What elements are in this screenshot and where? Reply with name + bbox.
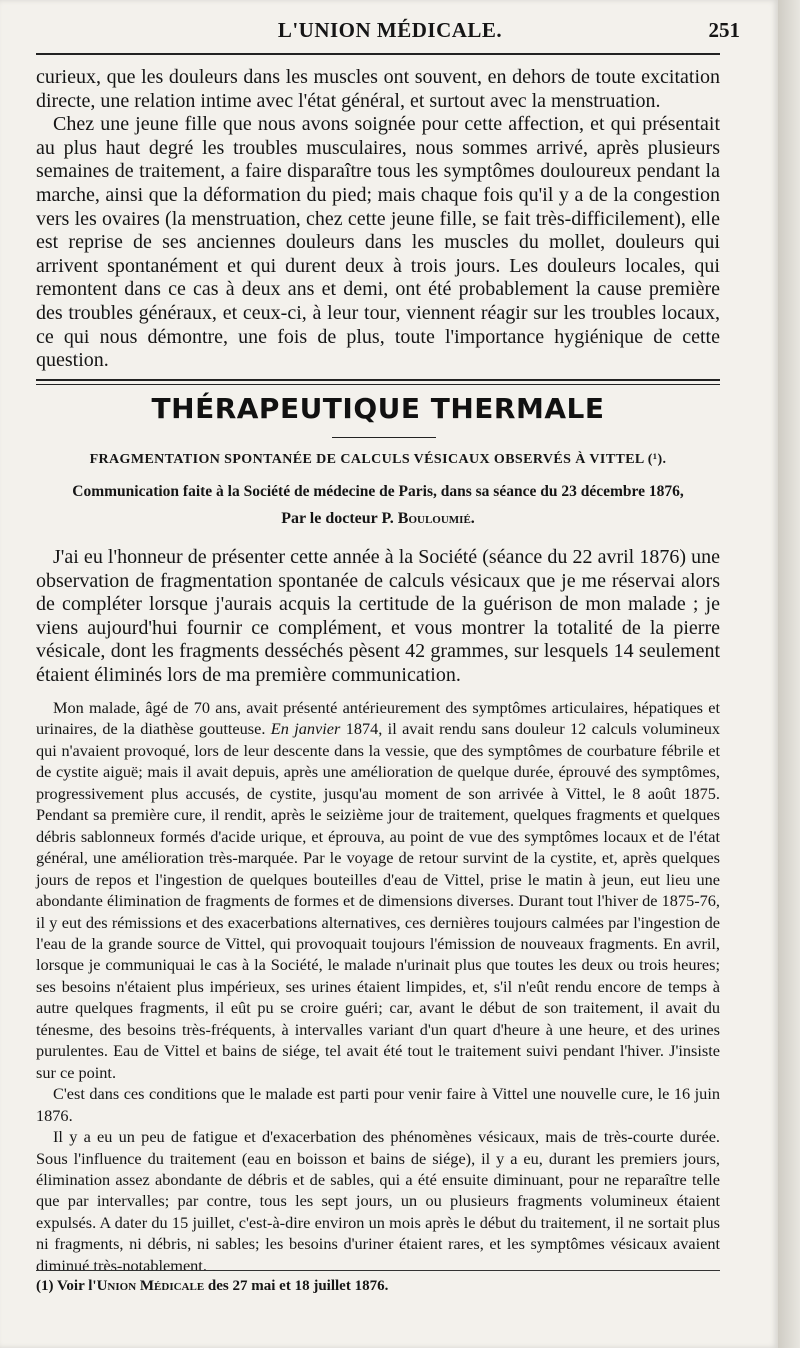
communication-line: Communication faite à la Société de médecine de Paris, dans sa séance du 23 décembre 1876, (72, 483, 684, 500)
page-number: 251 (708, 18, 740, 42)
author-name: Bouloumié. (397, 510, 475, 527)
lead-text (36, 546, 720, 688)
page-header (40, 18, 740, 48)
body-p1-italic: En janvier (270, 719, 341, 739)
footnote (36, 1278, 720, 1295)
section-divider (36, 379, 720, 385)
footnote-journal-name: Union Médicale (96, 1278, 205, 1294)
title-underline (332, 437, 436, 438)
section-title: THÉRAPEUTIQUE THERMALE (151, 392, 605, 425)
article-title: FRAGMENTATION SPONTANÉE DE CALCULS VÉSICAUX OBSERVÉS À VITTEL (¹). (89, 452, 667, 467)
body-paragraph-3: Il y a eu un peu de fatigue et d'exacerbation des phénomènes vésicaux, mais de très-courte durée. Sous l'influence du traitement (eau en boisson et bains de siége), il y a eu, durant les premiers jours, élimination assez abondante de débris et de sables, qui a été ensuite diminuant, pour ne reparaître telle que par intervalles; par contre, tous les sept jours, un ou plusieurs fragments volumineux étaient expulsés. A dater du 15 juillet, c'est-à-dire environ un mois après le début du traitement, il ne sortait plus ni fragments, ni débris, ni sables; les besoins d'uriner étaient rares, et les symptômes vésicaux avaient diminué très-notablement. (36, 1127, 720, 1275)
body-p1-after: 1874, il avait rendu sans douleur 12 calculs volumineux qui n'avaient provoqué, lors de leur descente dans la vessie, que des symptômes de courbature fébrile et de cystite aiguë; mais il avait depuis, après une amélioration de quelque durée, éprouvé des symptômes, progressivement plus accusés, de cystite, jusqu'au moment de son arrivée à Vittel, le 8 août 1875. Pendant sa première cure, il rendit, après le seizième jour de traitement, quelques fragments et quelques débris sablonneux formés d'acide urique, et éprouva, au point de vue des symptômes locaux et de l'état général, une amélioration très-marquée. Par le voyage de retour survint de la cystite, et, après quelques jours de repos et l'ingestion de quelques bouteilles d'eau de Vittel, prise le matin à jeun, eut lieu une abondante élimination de fragments de formes et de dimensions diverses. Durant tout l'hiver de 1875-76, il y eut des rémissions et des exacerbations alternatives, ces dernières toujours calmées par l'ingestion de l'eau de la grande source de Vittel, qui provoquait toujours l'émission de nouveaux fragments. En avril, lorsque je communiquai le cas à la Société, le malade n'urinait plus que toutes les deux ou trois heures; ses besoins n'étaient plus impérieux, ses urines étaient limpides, et, s'il n'eût rendu encore de temps à autre quelques fragments, il eût pu se croire guéri; car, avant le début de son traitement, il avait du ténesme, des besoins très-fréquents, à intervalles variant d'un quart d'heure à une heure, et des urines purulentes. Eau de Vittel et bains de siége, tel avait été tout le traitement suivi pendant l'hiver. J'insiste sur ce point. (36, 719, 720, 1082)
running-title: L'UNION MÉDICALE. (277, 18, 503, 42)
author-line (36, 510, 720, 528)
intro-paragraph-2: Chez une jeune fille que nous avons soignée pour cette affection, et qui présentait au plus haut degré les troubles musculaires, nous sommes arrivé, après plusieurs semaines de traitement, a faire disparaître tous les symptômes douloureux pendant la marche, ainsi que la déformation du pied; mais chaque fois qu'il y a de la congestion vers les ovaires (la menstruation, chez cette jeune fille, se fait très-difficilement), elle est reprise de ses anciennes douleurs dans les muscles du mollet, douleurs qui arrivent spontanément et qui durent deux à trois jours. Les douleurs locales, qui remontent dans ce cas à deux ans et demi, ont été probablement la cause première des troubles généraux, et ceux-ci, à leur tour, viennent réagir sur les troubles locaux, ce qui nous démontre, une fois de plus, toute l'importance hygiénique de cette question. (36, 113, 720, 372)
body-p1-before: Mon malade, âgé de 70 ans, avait présenté antérieurement des symptômes articulaires, hépatiques et urinaires, de la diathèse goutteuse. (36, 698, 720, 739)
footnote-text-before: (1) Voir l' (36, 1278, 97, 1294)
footnote-rule (36, 1270, 720, 1271)
body-paragraph-1 (36, 697, 720, 1083)
header-rule (36, 53, 720, 55)
author-prefix: Par le docteur P. (281, 510, 394, 527)
body-paragraph-2: C'est dans ces conditions que le malade est parti pour venir faire à Vittel une nouvelle cure, le 16 juin 1876. (36, 1084, 720, 1125)
intro-paragraph-1: curieux, que les douleurs dans les muscles ont souvent, en dehors de toute excitation directe, une relation intime avec l'état général, et surtout avec la menstruation. (36, 66, 720, 112)
page-edge (778, 0, 800, 1348)
footnote-text-after: des 27 mai et 18 juillet 1876. (204, 1278, 389, 1294)
article-body (36, 697, 720, 1276)
lead-paragraph: J'ai eu l'honneur de présenter cette année à la Société (séance du 22 avril 1876) une observation de fragmentation spontanée de calculs vésicaux que je me réservai alors de compléter lorsque j'aurais acquis la certitude de la guérison de mon malade ; je viens aujourd'hui fournir ce complément, et vous montrer la totalité de la pierre vésicale, dont les fragments desséchés pèsent 42 grammes, sur lesquels 14 seulement étaient éliminés lors de ma première communication. (36, 546, 720, 686)
intro-text (36, 66, 720, 373)
